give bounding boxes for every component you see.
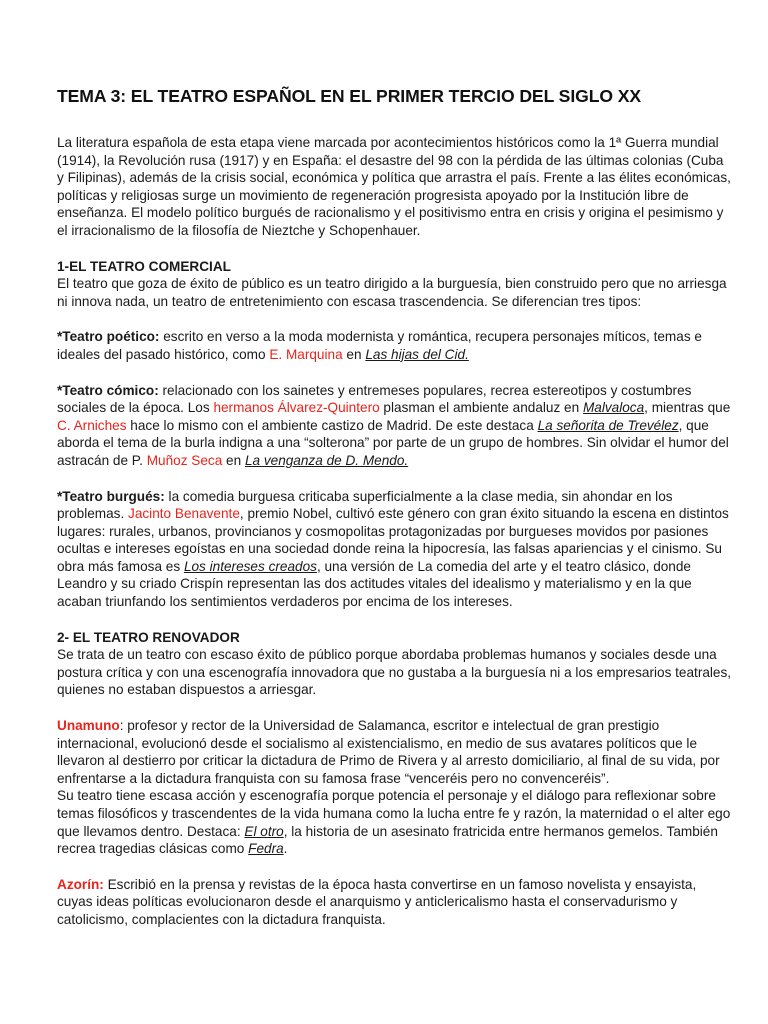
work-fedra: Fedra xyxy=(248,841,284,857)
section-heading-comercial: 1-EL TEATRO COMERCIAL xyxy=(57,258,231,274)
text-span: escrito en verso a la moda modernista y romántica, recupera personajes míticos, temas e ideales del pasado histórico, como xyxy=(57,329,702,362)
work-los-intereses-creados: Los intereses creados xyxy=(183,558,317,574)
text-span: Escribió en la prensa y revistas de la época hasta convertirse en un famoso novelista y ensayista, cuyas ideas políticas evolucionaron desde el anarquismo y anticlericalismo hasta el conservadurismo y catolicismo, complacientes con la dictadura franquista. xyxy=(57,876,697,927)
work-las-hijas-del-cid: Las hijas del Cid. xyxy=(365,346,469,362)
work-venganza-de-d-mendo: La venganza de D. Mendo. xyxy=(244,452,409,468)
work-malvaloca: Malvaloca xyxy=(582,400,645,416)
author-benavente: Jacinto Benavente xyxy=(128,506,240,522)
paragraph-azorin xyxy=(57,876,732,929)
text-span: : profesor y rector de la Universidad de Salamanca, escritor e intelectual de gran prestigio internacional, evolucionó desde el socialismo al existencialismo, en medio de sus avatares políticos que le llevaron al destierro por criticar la dictadura de Primo de Rivera y al arresto domiciliario, al final de su vida, por enfrentarse a la dictadura franquista con su famosa frase “venceréis pero no convenceréis”. xyxy=(57,718,720,786)
intro-paragraph: La literatura española de esta etapa viene marcada por acontecimientos históricos como la 1ª Guerra mundial (1914), la Revolución rusa (1917) y en España: el desastre del 98 con la pérdida de las últimas colonias (Cuba y Filipinas), además de la crisis social, económica y política que arrastra el país. Frente a las élites económicas, políticas y religiosas surge un movimiento de regeneración progresista apoyado por la Institución libre de enseñanza. El modelo político burgués de racionalismo y el positivismo entra en crisis y origina el pesimismo y el irracionalismo de la filosofía de Nieztche y Schopenhauer. xyxy=(57,135,731,238)
paragraph-teatro-burgues xyxy=(57,488,732,611)
author-arniches: C. Arniches xyxy=(57,417,127,433)
label-teatro-poetico: *Teatro poético: xyxy=(57,329,160,345)
paragraph-teatro-comico xyxy=(57,382,732,470)
section-text: Se trata de un teatro con escaso éxito de público porque abordaba problemas humanos y sociales desde una postura crítica y con una escenografía innovadora que no gustaba a la burguesía ni a los empresarios teatrales, quienes no estaban dispuestos a arriesgar. xyxy=(57,647,732,698)
author-marquina: E. Marquina xyxy=(269,346,343,362)
text-span: , una versión de La comedia del arte y el teatro clásico, donde Leandro y su criado Crispín representan las dos actitudes vitales del idealismo y materialismo y en la que acaban triunfando los sentimientos verdaderos por encima de los intereses. xyxy=(57,558,692,610)
author-unamuno: Unamuno xyxy=(57,718,120,734)
page-title: TEMA 3: EL TEATRO ESPAÑOL EN EL PRIMER TERCIO DEL SIGLO XX xyxy=(57,86,641,106)
author-azorin: Azorín: xyxy=(57,876,104,892)
work-el-otro: El otro xyxy=(244,823,284,839)
label-teatro-comico: *Teatro cómico: xyxy=(57,382,159,398)
author-alvarez-quintero: hermanos Álvarez-Quintero xyxy=(213,400,380,416)
section-renovador xyxy=(57,629,732,699)
text-span: , que aborda el tema de la burla indigna a una “solterona” por parte de un grupo de hombres. Sin olvidar el humor del astracán de P. xyxy=(57,417,729,468)
text-span: en xyxy=(222,452,245,468)
paragraph-teatro-poetico xyxy=(57,328,732,363)
section-comercial xyxy=(57,258,732,311)
text-span: . xyxy=(283,841,288,857)
text-span: relacionado con los sainetes y entremeses populares, recrea estereotipos y costumbres sociales de la época. Los xyxy=(57,382,692,416)
section-text: El teatro que goza de éxito de público es un teatro dirigido a la burguesía, bien construido pero que no arriesga ni innova nada, un teatro de entretenimiento con escasa trascendencia. Se diferencian tres tipos: xyxy=(57,276,727,309)
text-span: en xyxy=(342,346,366,362)
label-teatro-burgues: *Teatro burgués: xyxy=(57,488,165,504)
work-senorita-de-trevelez: La señorita de Trevélez xyxy=(537,417,679,433)
author-munoz-seca: Muñoz Seca xyxy=(146,452,223,468)
text-span: la comedia burguesa criticaba superficialmente a la clase media, sin ahondar en los problemas. xyxy=(57,488,673,522)
text-span: Su teatro tiene escasa acción y escenografía porque potencia el personaje y el diálogo para reflexionar sobre temas filosóficos y trascendentes de la vida humana como la lucha entre fe y razón, la maternidad o el alter ego que llevamos dentro. Destaca: xyxy=(57,788,731,839)
text-span: plasman el ambiente andaluz en xyxy=(379,400,583,416)
section-heading-renovador: 2- EL TEATRO RENOVADOR xyxy=(57,629,240,645)
text-span: hace lo mismo con el ambiente castizo de Madrid. De este destaca xyxy=(126,417,538,433)
paragraph-unamuno xyxy=(57,717,732,858)
text-span: , la historia de un asesinato fratricida entre hermanos gemelos. También recrea tragedias clásicas como xyxy=(57,823,718,857)
text-span: , premio Nobel, cultivó este género con gran éxito situando la escena en distintos lugares: rurales, urbanos, provincianos y cosmopolitas protagonizadas por burgueses movidos por pasiones ocultas e intereses egoístas en una sociedad donde reina la hipocresía, las falsas apariencias y el cinismo. Su obra más famosa es xyxy=(57,506,729,574)
text-span: , mientras que xyxy=(644,400,731,416)
